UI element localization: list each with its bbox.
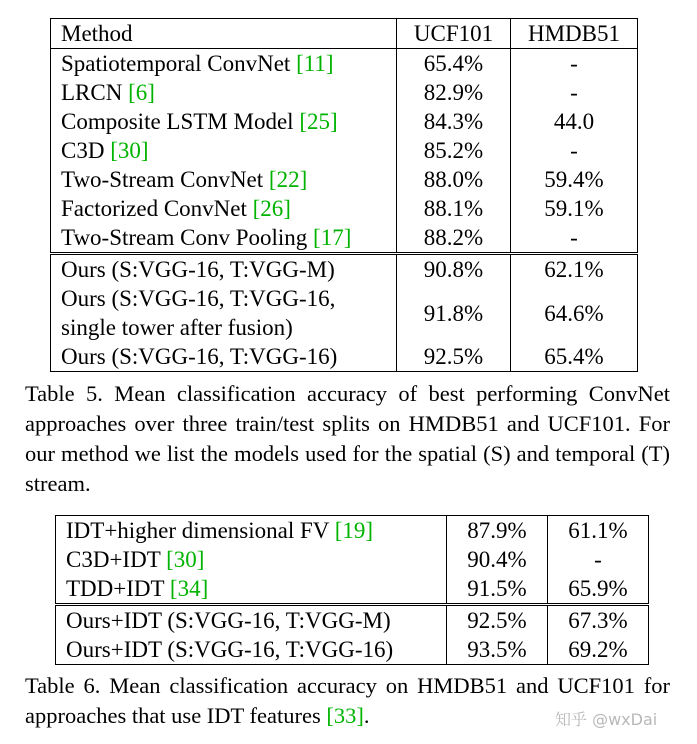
method-cell: IDT+higher dimensional FV [19] [56, 516, 447, 546]
ucf101-value: 82.9% [397, 78, 511, 107]
header-hmdb51: HMDB51 [511, 19, 638, 49]
ucf101-value: 85.2% [397, 136, 511, 165]
citation-link[interactable]: [6] [128, 80, 155, 105]
method-cell: C3D [30] [51, 136, 397, 165]
table-5-caption: Table 5. Mean classification accuracy of best performing ConvNet approaches over three train/test splits on HMDB51 and UCF101. For our method we list the models used for the spatial (S) and temporal (T) stream. [25, 381, 670, 496]
hmdb51-value: 69.2% [548, 635, 649, 665]
table-row-ours [56, 605, 649, 636]
hmdb51-value: 64.6% [511, 284, 638, 342]
ucf101-value: 91.5% [447, 574, 548, 605]
method-cell: Ours+IDT (S:VGG-16, T:VGG-16) [56, 635, 447, 665]
table-header-row [51, 19, 638, 49]
table-row [51, 165, 638, 194]
ucf101-value: 92.5% [397, 342, 511, 372]
ucf101-value: 88.1% [397, 194, 511, 223]
citation-link[interactable]: [30] [110, 138, 149, 163]
citation-link[interactable]: [33] [326, 703, 364, 728]
hmdb51-value: 65.4% [511, 342, 638, 372]
hmdb51-value: 44.0 [511, 107, 638, 136]
table-5 [50, 18, 638, 372]
citation-link[interactable]: [17] [313, 225, 352, 250]
ucf101-value: 88.2% [397, 223, 511, 254]
table-row [51, 49, 638, 79]
citation-link[interactable]: [11] [296, 51, 334, 76]
header-ucf101: UCF101 [397, 19, 511, 49]
method-cell: Two-Stream ConvNet [22] [51, 165, 397, 194]
citation-link[interactable]: [34] [169, 576, 209, 601]
table-row [56, 545, 649, 574]
method-cell: TDD+IDT [34] [56, 574, 447, 605]
table-row-ours [51, 342, 638, 372]
hmdb51-value: - [548, 545, 649, 574]
table-row-ours [56, 635, 649, 665]
citation-link[interactable]: [19] [334, 518, 374, 543]
ucf101-value: 65.4% [397, 49, 511, 79]
hmdb51-value: - [511, 49, 638, 79]
method-cell: Two-Stream Conv Pooling [17] [51, 223, 397, 254]
table-row [51, 194, 638, 223]
table-row [51, 223, 638, 254]
table-row [56, 574, 649, 605]
table-6-caption: Table 6. Mean classification accuracy on HMDB51 and UCF101 for approaches that use IDT features [33]. [25, 673, 670, 728]
citation-link[interactable]: [22] [268, 167, 308, 192]
hmdb51-value: - [511, 136, 638, 165]
ucf101-value: 91.8% [397, 284, 511, 342]
ucf101-value: 93.5% [447, 635, 548, 665]
hmdb51-value: 61.1% [548, 516, 649, 546]
citation-link[interactable]: [26] [252, 196, 291, 221]
method-cell: Ours (S:VGG-16, T:VGG-16, single tower after fusion) [51, 284, 397, 342]
hmdb51-value: - [511, 223, 638, 254]
hmdb51-value: 59.4% [511, 165, 638, 194]
method-cell: Composite LSTM Model [25] [51, 107, 397, 136]
hmdb51-value: 59.1% [511, 194, 638, 223]
method-cell: Ours+IDT (S:VGG-16, T:VGG-M) [56, 605, 447, 636]
ucf101-value: 92.5% [447, 605, 548, 636]
ucf101-value: 84.3% [397, 107, 511, 136]
method-cell: Ours (S:VGG-16, T:VGG-16) [51, 342, 397, 372]
table-row [51, 107, 638, 136]
method-cell: LRCN [6] [51, 78, 397, 107]
method-cell: Ours (S:VGG-16, T:VGG-M) [51, 254, 397, 285]
method-cell: Factorized ConvNet [26] [51, 194, 397, 223]
ucf101-value: 90.4% [447, 545, 548, 574]
hmdb51-value: - [511, 78, 638, 107]
ucf101-value: 90.8% [397, 254, 511, 285]
ucf101-value: 87.9% [447, 516, 548, 546]
method-cell: C3D+IDT [30] [56, 545, 447, 574]
citation-link[interactable]: [25] [299, 109, 338, 134]
method-cell: Spatiotemporal ConvNet [11] [51, 49, 397, 79]
table-row-ours [51, 254, 638, 285]
hmdb51-value: 67.3% [548, 605, 649, 636]
watermark: 知乎 @wxDai [555, 710, 658, 729]
table-row [51, 78, 638, 107]
table-6 [55, 515, 649, 665]
table-row-ours [51, 284, 638, 342]
header-method: Method [51, 19, 397, 49]
citation-link[interactable]: [30] [166, 547, 205, 572]
ucf101-value: 88.0% [397, 165, 511, 194]
hmdb51-value: 62.1% [511, 254, 638, 285]
table-row [56, 516, 649, 546]
table-row [51, 136, 638, 165]
hmdb51-value: 65.9% [548, 574, 649, 605]
